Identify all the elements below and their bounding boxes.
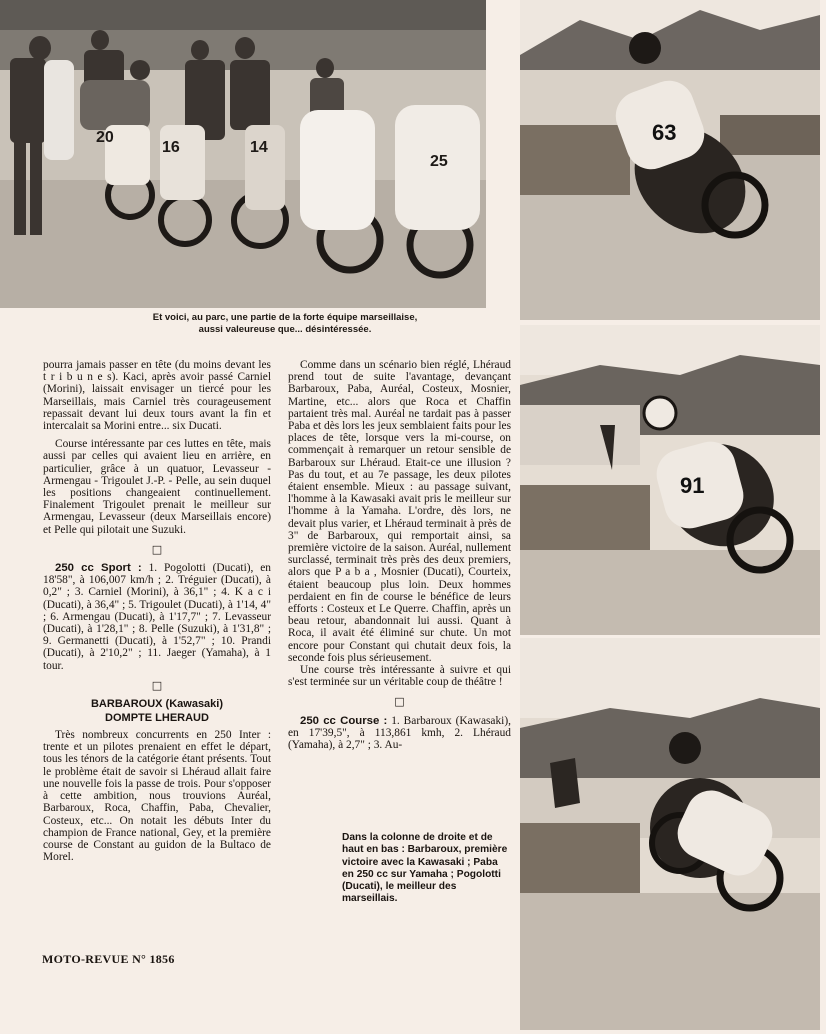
photos-caption: Dans la colonne de droite et de haut en bas : Barbaroux, première victoire avec la Kawasaki ; Paba en 250 cc sur Yamaha ; Pogolotti (Ducati), le meilleur des marseillais. <box>342 832 508 905</box>
paddock-number: 16 <box>162 139 180 156</box>
section-separator: □ <box>151 678 163 692</box>
paragraph: Très nombreux concurrents en 250 Inter : trente et un pilotes prenaient en effet le départ, tous les ténors de la catégorie étant présents. Tout le problème était de savoir si Lhéraud allait faire une nouvelle fois la passe de trois. Pour s'opposer à cette ambition, nous trouvions Auréal, Barbaroux, Roca, Chaffin, Paba, Chevalier, Costeux, etc... On notait les débuts Inter du champion de France national, Gey, et la première course de Constant au guidon de la Bultaco de Morel. <box>43 729 271 864</box>
paragraph: Une course très intéressante à suivre et qui s'est terminée sur un véritable coup de théâtre ! <box>288 664 511 689</box>
rider-photo-paba <box>520 325 820 635</box>
paddock-number: 14 <box>250 139 268 156</box>
paragraph: Comme dans un scénario bien réglé, Lhéraud prend tout de suite l'avantage, devançant Barbaroux, Paba, Auréal, Costeux, Mosnier, Martine, etc... alors que Roca et Chaffin partaient très mal. Auréal ne tardait pas à passer Paba et dès lors les jeux semblaient faits pour les places de tête, lorsque vers la mi-course, on commençait à remarquer un retour sensible de Barbaroux sur Lhéraud. Etait-ce une illusion ? Pas du tout, et au 7e passage, les deux pilotes étaient ensemble. Mieux : au passage suivant, l'homme à la Kawasaki avait pris le meilleur sur l'homme à la Yamaha. L'ordre, dès lors, ne devait plus varier, et Lhéraud terminait à près de 3" de Barbaroux, qui remportait ainsi, sa première victoire de la saison. Auréal, nullement surclassé, terminait très près des deux premiers, alors que P a b a , Mosnier (Ducati), Courteix, étaient beaucoup plus loin. Deux hommes perdaient en fin de course le bénéfice de leurs efforts : Costeux et Le Querre. Chaffin, après un beau retour, abandonnait lui aussi. Quant à Roca, il avait été éliminé sur chute. Un mot encore pour Constant qui chutait deux fois, la seconde fois plus sérieusement. <box>288 359 512 664</box>
results-lead: 250 cc Sport : <box>55 562 142 575</box>
paddock-number: 20 <box>96 129 114 146</box>
section-separator: □ <box>394 695 405 709</box>
page-footer: MOTO-REVUE N° 1856 <box>42 952 175 966</box>
section-heading: DOMPTE LHERAUD <box>105 712 209 725</box>
section-separator: □ <box>151 542 163 556</box>
rider-number: 63 <box>652 120 677 145</box>
section-heading: BARBAROUX (Kawasaki) <box>90 698 224 711</box>
paddock-photo <box>0 0 486 308</box>
rider-number: 91 <box>680 473 705 498</box>
results-text: 1. Barbaroux (Kawasaki), en 17'39,5", à 113,861 kmh, 2. Lhéraud (Yamaha), à 2,7" ; 3. Au- <box>288 714 511 752</box>
rider-photo-pogolotti <box>520 638 820 1030</box>
paddock-caption: Et voici, au parc, une partie de la forte équipe marseillaise, aussi valeureuse que... désintéressée. <box>152 312 418 335</box>
results-text: 1. Pogolotti (Ducati), en 18'58", à 106,007 km/h ; 2. Tréguier (Ducati), à 0,2" ; 3. Carniel (Morini), à 36,1" ; 4. K a c i (Ducati), à 36,4" ; 5. Trigoulet (Ducati), à 1'14, 4" ; 6. Armengau (Ducati), à 1'17,7" ; 7. Levasseur (Ducati), à 1'28,1" ; 8. Pelle (Suzuki), à 1'31,8" ; 9. Germanetti (Ducati), à 1'52,7" ; 10. Prandi (Ducati), à 2'10,2" ; 11. Jaeger (Yamaha), à 1 tour. <box>43 562 271 672</box>
paragraph: pourra jamais passer en tête (du moins devant les t r i b u n e s). Kaci, après avoir passé Carniel (Morini), laissait envisager un tiercé pour les Marseillais, mais Carniel très courageusement repassait devant lui deux tours avant la fin et intercalait sa Morini entre... six Ducati. <box>43 359 271 433</box>
rider-photo-barbaroux <box>520 0 820 320</box>
results-lead: 250 cc Course : <box>300 714 388 727</box>
paddock-number: 25 <box>430 153 448 170</box>
paragraph: Course intéressante par ces luttes en tête, mais aussi par celles qui avaient lieu en arrière, en particulier, grâce à un quatuor, Levasseur - Armengau - Trigoulet J.-P. - Pelle, au sein duquel les positions changeaient continuellement. Finalement Trigoulet prenait le meilleur sur Armengau, Levasseur (deux Marseillais encore) et Pelle qui pilotait une Suzuki. <box>43 438 271 536</box>
article-column-1 <box>43 359 271 863</box>
article-column-2 <box>288 359 511 751</box>
